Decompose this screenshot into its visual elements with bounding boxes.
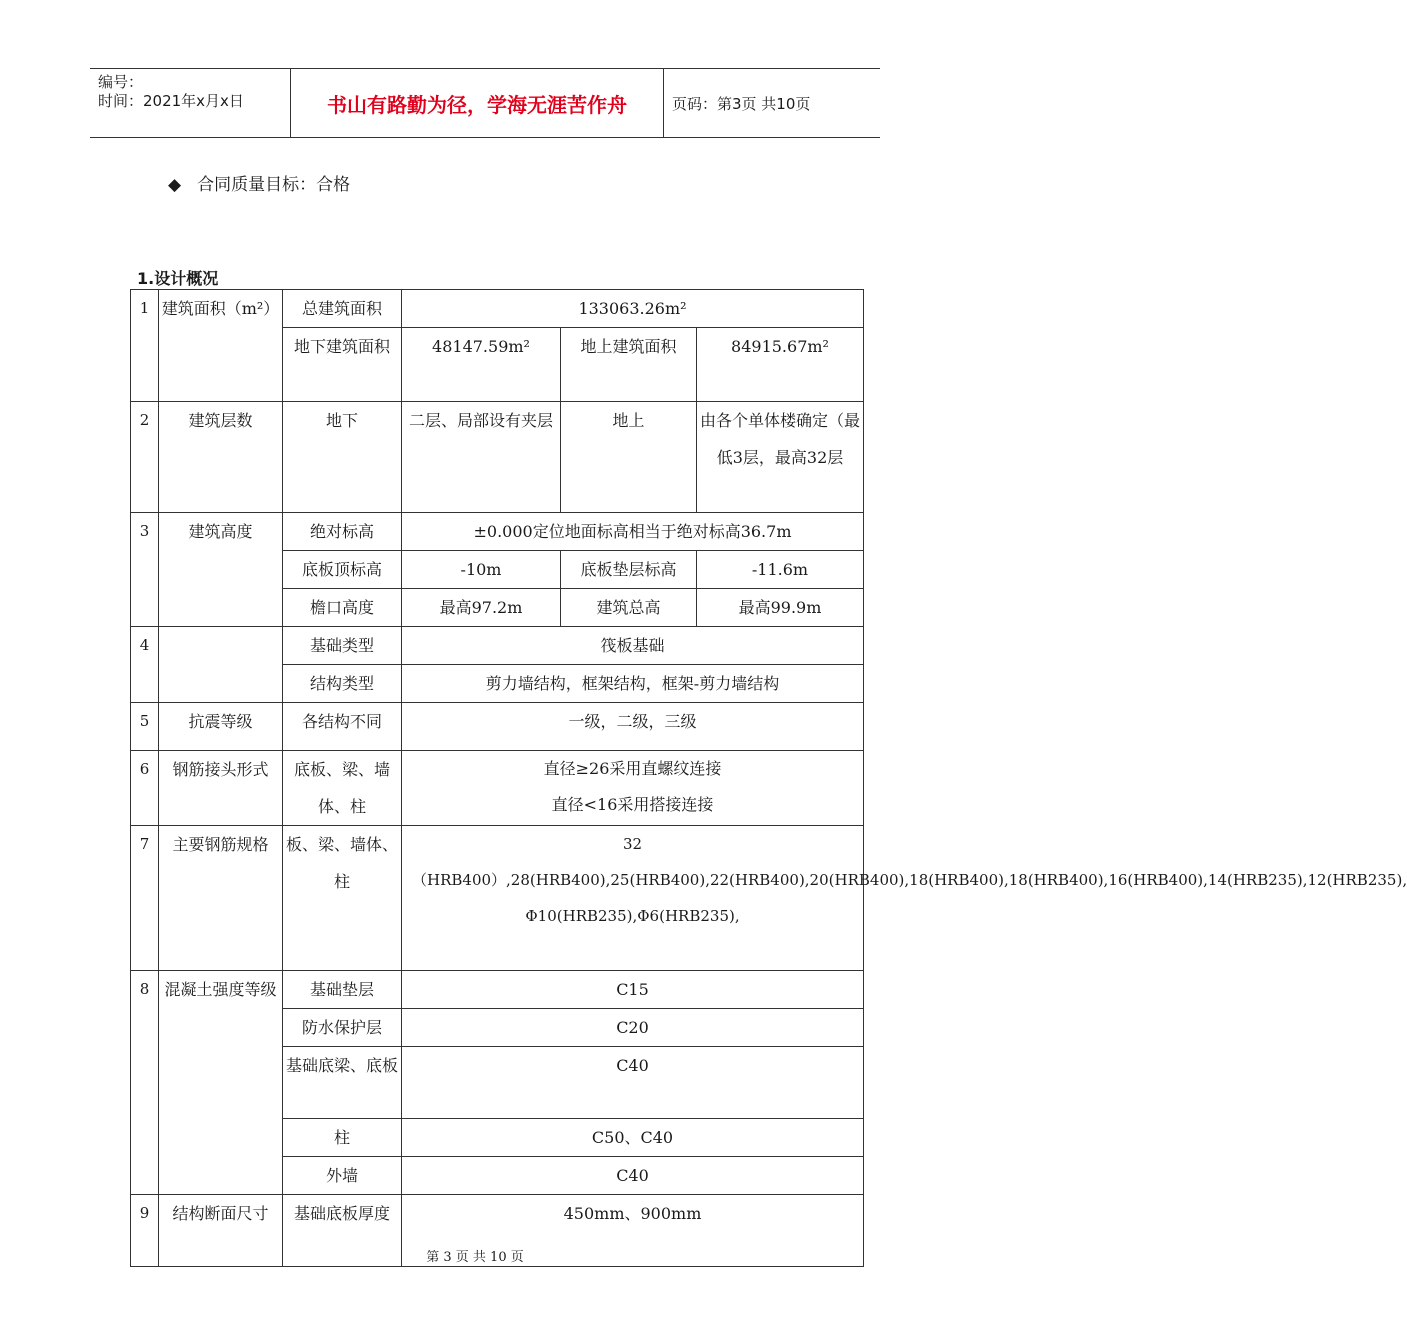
cell-value: 最高97.2m — [402, 589, 561, 627]
row-number: 8 — [131, 971, 159, 1195]
cell-value: 32（HRB400）,28(HRB400),25(HRB400),22(HRB400),20(HRB400),18(HRB400),18(HRB400),16(HRB400),14(HRB235),12(HRB235), Φ10(HRB235),Φ6(HRB235), — [402, 826, 864, 971]
quality-goal-text: 合同质量目标：合格 — [197, 175, 351, 195]
cell-label: 建筑总高 — [561, 589, 697, 627]
time-label: 时间：2021年x月x日 — [98, 92, 244, 110]
cell-label: 檐口高度 — [283, 589, 402, 627]
design-overview-table — [130, 289, 1407, 1267]
cell-label: 外墙 — [283, 1157, 402, 1195]
cell-label: 地上建筑面积 — [561, 328, 697, 402]
diamond-bullet-icon: ◆ — [168, 175, 182, 195]
cell-label: 总建筑面积 — [283, 290, 402, 328]
cell-value: C50、C40 — [402, 1119, 864, 1157]
cell-label: 地上 — [561, 402, 697, 513]
header-page-number: 页码：第3页 共10页 — [672, 94, 811, 113]
cell-value: 由各个单体楼确定（最低3层，最高32层 — [697, 402, 864, 513]
cell-label: 柱 — [283, 1119, 402, 1157]
page-header — [90, 68, 880, 138]
cell-value: 84915.67m² — [697, 328, 864, 402]
cell-label: 结构类型 — [283, 665, 402, 703]
table-row — [131, 971, 864, 1009]
cell-label: 绝对标高 — [283, 513, 402, 551]
rebar-joint-rule: 直径<16采用搭接连接 — [551, 795, 714, 814]
row-category: 结构断面尺寸 — [159, 1195, 283, 1267]
cell-label: 基础底梁、底板 — [283, 1047, 402, 1119]
cell-label: 板、梁、墙体、柱 — [283, 826, 402, 971]
cell-label: 底板、梁、墙体、柱 — [283, 751, 402, 826]
row-number: 2 — [131, 402, 159, 513]
row-number: 9 — [131, 1195, 159, 1267]
cell-value: -11.6m — [697, 551, 864, 589]
cell-value: C40 — [402, 1047, 864, 1119]
cell-value — [402, 751, 864, 826]
row-category: 建筑层数 — [159, 402, 283, 513]
quality-goal — [168, 170, 350, 195]
cell-value: 剪力墙结构，框架结构，框架-剪力墙结构 — [402, 665, 864, 703]
cell-value: C40 — [402, 1157, 864, 1195]
cell-value: 133063.26m² — [402, 290, 864, 328]
page-footer: 第 3 页 共 10 页 — [426, 1250, 524, 1265]
cell-label: 地下建筑面积 — [283, 328, 402, 402]
header-meta — [90, 69, 290, 137]
cell-value: C15 — [402, 971, 864, 1009]
row-number: 5 — [131, 703, 159, 751]
cell-label: 基础底板厚度 — [283, 1195, 402, 1267]
cell-label: 基础类型 — [283, 627, 402, 665]
row-number: 1 — [131, 290, 159, 402]
table-row — [131, 290, 864, 328]
row-number: 4 — [131, 627, 159, 703]
row-number: 7 — [131, 826, 159, 971]
cell-value: 一级，二级，三级 — [402, 703, 864, 751]
row-category: 钢筋接头形式 — [159, 751, 283, 826]
row-category: 主要钢筋规格 — [159, 826, 283, 971]
cell-value: -10m — [402, 551, 561, 589]
row-category: 建筑高度 — [159, 513, 283, 627]
code-label: 编号： — [98, 73, 144, 91]
cell-value: 筏板基础 — [402, 627, 864, 665]
row-category: 建筑面积（m²） — [159, 290, 283, 402]
header-motto: 书山有路勤为径，学海无涯苦作舟 — [290, 69, 664, 137]
row-number: 3 — [131, 513, 159, 627]
table-row — [131, 826, 864, 971]
row-category — [159, 627, 283, 703]
cell-value: C20 — [402, 1009, 864, 1047]
cell-label: 基础垫层 — [283, 971, 402, 1009]
cell-label: 底板垫层标高 — [561, 551, 697, 589]
table-row — [131, 513, 864, 551]
table-row — [131, 703, 864, 751]
row-category: 混凝土强度等级 — [159, 971, 283, 1195]
cell-value: ±0.000定位地面标高相当于绝对标高36.7m — [402, 513, 864, 551]
cell-value: 最高99.9m — [697, 589, 864, 627]
row-number: 6 — [131, 751, 159, 826]
cell-value: 48147.59m² — [402, 328, 561, 402]
cell-value: 二层、局部设有夹层 — [402, 402, 561, 513]
table-row — [131, 402, 864, 513]
row-category: 抗震等级 — [159, 703, 283, 751]
table-row — [131, 751, 864, 826]
cell-label: 防水保护层 — [283, 1009, 402, 1047]
cell-label: 底板顶标高 — [283, 551, 402, 589]
cell-label: 各结构不同 — [283, 703, 402, 751]
cell-label: 地下 — [283, 402, 402, 513]
rebar-joint-rule: 直径≥26采用直螺纹连接 — [543, 759, 722, 778]
section-title: 1.设计概况 — [137, 269, 219, 288]
table-row — [131, 627, 864, 665]
cell-value: 450mm、900mm — [402, 1195, 864, 1267]
